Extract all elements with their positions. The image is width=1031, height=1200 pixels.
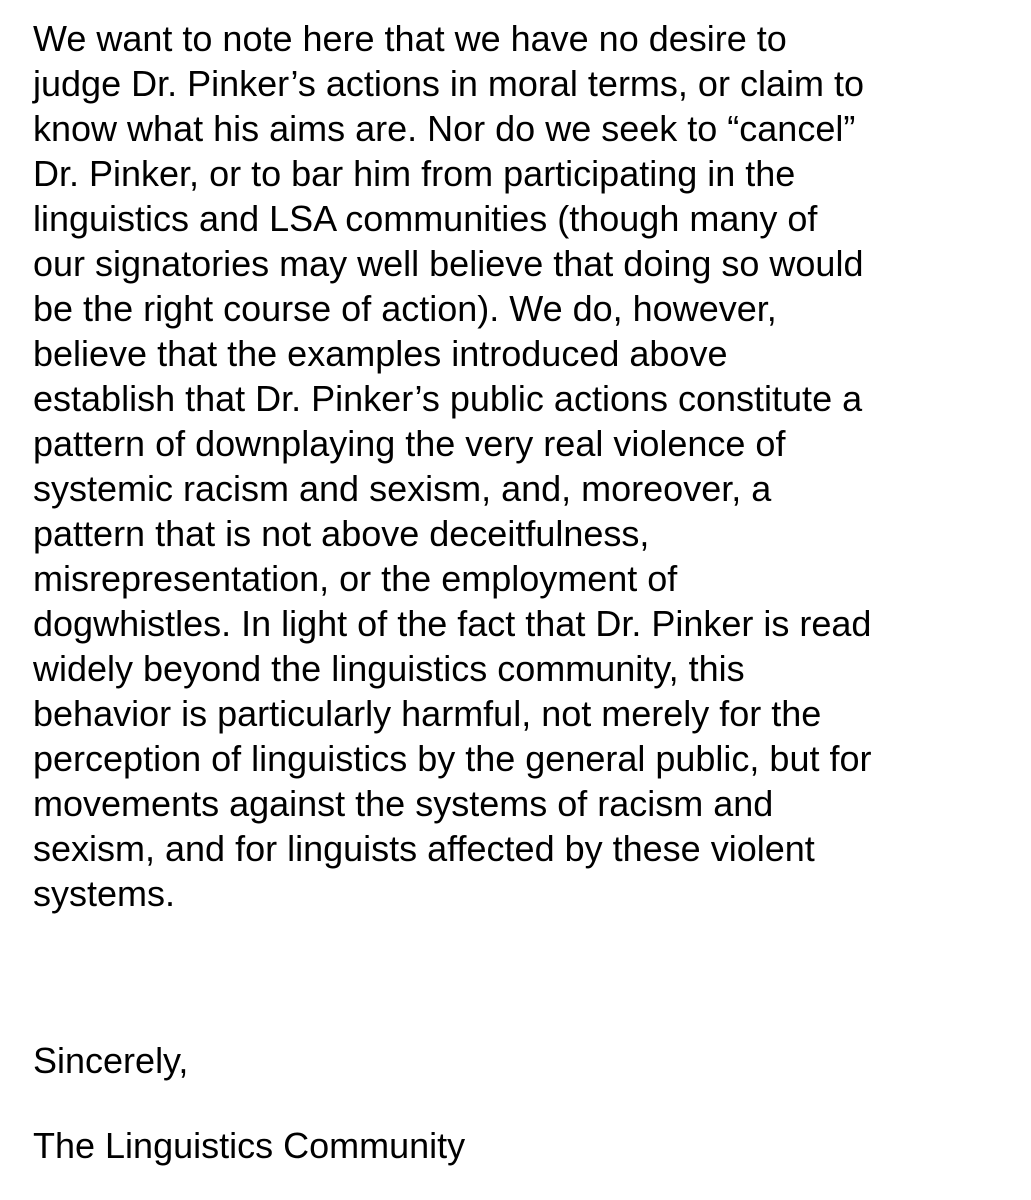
paragraph-line: know what his aims are. Nor do we seek to “cancel” <box>33 108 856 149</box>
paragraph-line: judge Dr. Pinker’s actions in moral terms, or claim to <box>33 63 864 104</box>
paragraph-line: Dr. Pinker, or to bar him from participating in the <box>33 153 796 194</box>
letter-body <box>33 16 1023 916</box>
paragraph-line: establish that Dr. Pinker’s public actions constitute a <box>33 378 863 419</box>
paragraph-line: believe that the examples introduced above <box>33 333 728 374</box>
paragraph-line: behavior is particularly harmful, not merely for the <box>33 693 822 734</box>
paragraph-line: movements against the systems of racism and <box>33 783 774 824</box>
paragraph-line: dogwhistles. In light of the fact that Dr. Pinker is read <box>33 603 872 644</box>
paragraph-line: sexism, and for linguists affected by these violent <box>33 828 815 869</box>
paragraph-line: pattern that is not above deceitfulness, <box>33 513 650 554</box>
letter-closing: Sincerely, <box>33 1040 189 1081</box>
paragraph-line: pattern of downplaying the very real violence of <box>33 423 786 464</box>
paragraph-line: our signatories may well believe that doing so would <box>33 243 864 284</box>
paragraph-line: perception of linguistics by the general public, but for <box>33 738 872 779</box>
paragraph-line: We want to note here that we have no desire to <box>33 18 787 59</box>
paragraph-line: misrepresentation, or the employment of <box>33 558 678 599</box>
paragraph-line: linguistics and LSA communities (though many of <box>33 198 818 239</box>
letter-signature: The Linguistics Community <box>33 1125 466 1166</box>
paragraph-line: systemic racism and sexism, and, moreover, a <box>33 468 772 509</box>
paragraph-line: widely beyond the linguistics community, this <box>33 648 745 689</box>
paragraph-line: be the right course of action). We do, however, <box>33 288 777 329</box>
paragraph-line: systems. <box>33 873 176 914</box>
